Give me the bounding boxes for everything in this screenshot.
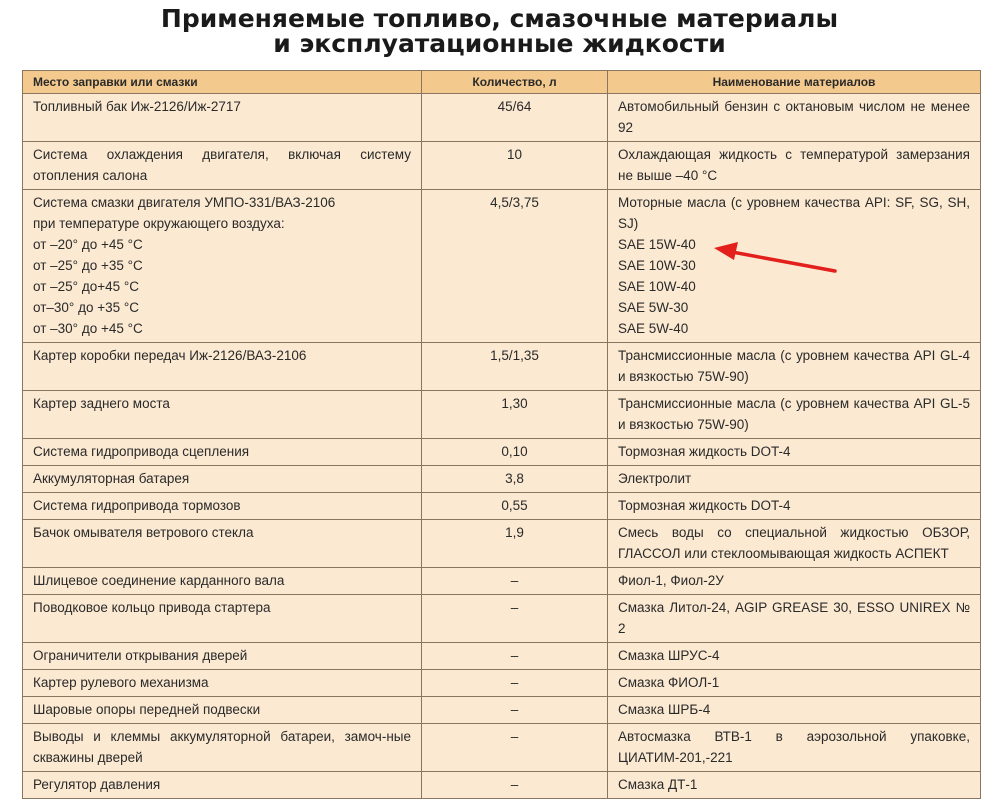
place-line: Система охлаждения двигателя, включая систему отопления салона (33, 147, 411, 183)
page-title-line-1: Применяемые топливо, смазочные материалы (160, 4, 839, 33)
place-line: Картер заднего моста (33, 396, 170, 411)
table-row (23, 439, 981, 466)
cell-material (608, 772, 981, 799)
cell-place (23, 520, 422, 568)
cell-material (608, 670, 981, 697)
cell-quantity: 0,55 (422, 493, 608, 520)
material-line: Смесь воды со специальной жидкостью ОБЗОР, ГЛАССОЛ или стеклоомывающая жидкость АСПЕКТ (618, 525, 970, 561)
material-line: Трансмиссионные масла (с уровнем качества API GL-5 и вязкостью 75W-90) (618, 396, 970, 432)
material-line: Охлаждающая жидкость с температурой замерзания не выше –40 °С (618, 147, 970, 183)
table-row (23, 391, 981, 439)
material-line: SAE 15W-40 (618, 237, 696, 252)
place-line: от–30° до +35 °С (33, 300, 140, 315)
table-row (23, 568, 981, 595)
place-line: Поводковое кольцо привода стартера (33, 600, 271, 615)
cell-place (23, 670, 422, 697)
place-line: Система гидропривода тормозов (33, 498, 241, 513)
cell-material (608, 643, 981, 670)
material-line: Смазка ШРУС-4 (618, 648, 720, 663)
cell-place (23, 772, 422, 799)
cell-place (23, 466, 422, 493)
cell-material (608, 520, 981, 568)
table-row (23, 142, 981, 190)
place-line: Картер рулевого механизма (33, 675, 209, 690)
header-place: Место заправки или смазки (23, 71, 422, 94)
cell-material (608, 439, 981, 466)
cell-place (23, 595, 422, 643)
material-line: Смазка ДТ-1 (618, 777, 698, 792)
material-line: SAE 10W-30 (618, 258, 696, 273)
cell-quantity: – (422, 670, 608, 697)
place-line: Шаровые опоры передней подвески (33, 702, 261, 717)
cell-place (23, 643, 422, 670)
table-header-row (23, 71, 981, 94)
cell-material (608, 493, 981, 520)
table-row (23, 697, 981, 724)
cell-quantity: 3,8 (422, 466, 608, 493)
fluids-table (22, 70, 981, 799)
page-title-line-2: и эксплуатационные жидкости (273, 29, 726, 58)
place-line: от –25° до +35 °С (33, 258, 143, 273)
cell-material (608, 94, 981, 142)
material-line: Моторные масла (с уровнем качества API: SF, SG, SH, SJ) (618, 195, 970, 231)
cell-place (23, 439, 422, 466)
table-row (23, 772, 981, 799)
material-line: Тормозная жидкость DOT-4 (618, 498, 791, 513)
place-line: Регулятор давления (33, 777, 161, 792)
cell-material (608, 466, 981, 493)
cell-material (608, 697, 981, 724)
cell-material (608, 568, 981, 595)
cell-place (23, 724, 422, 772)
material-line: Смазка Литол-24, AGIP GREASE 30, ESSO UNIREX № 2 (618, 600, 970, 636)
material-line: SAE 5W-30 (618, 300, 689, 315)
cell-quantity: 1,9 (422, 520, 608, 568)
material-line: Тормозная жидкость DOT-4 (618, 444, 791, 459)
place-line: Ограничители открывания дверей (33, 648, 248, 663)
material-line: Смазка ШРБ-4 (618, 702, 711, 717)
table-row (23, 466, 981, 493)
cell-quantity: – (422, 697, 608, 724)
place-line: Система гидропривода сцепления (33, 444, 250, 459)
material-line: SAE 10W-40 (618, 279, 696, 294)
cell-quantity: – (422, 643, 608, 670)
place-line: Шлицевое соединение карданного вала (33, 573, 285, 588)
cell-material (608, 343, 981, 391)
material-line: Автомобильный бензин с октановым числом не менее 92 (618, 99, 970, 135)
red-arrow-icon (700, 232, 850, 282)
cell-quantity: 10 (422, 142, 608, 190)
page-title (0, 6, 999, 56)
cell-place (23, 568, 422, 595)
cell-place (23, 697, 422, 724)
cell-quantity: – (422, 724, 608, 772)
place-line: Аккумуляторная батарея (33, 471, 190, 486)
cell-material (608, 724, 981, 772)
material-line: Электролит (618, 471, 692, 486)
cell-place (23, 94, 422, 142)
place-line: от –30° до +45 °С (33, 321, 143, 336)
table-row (23, 595, 981, 643)
table-row (23, 643, 981, 670)
cell-quantity: 1,5/1,35 (422, 343, 608, 391)
place-line: от –25° до+45 °С (33, 279, 140, 294)
cell-place (23, 391, 422, 439)
cell-quantity: 1,30 (422, 391, 608, 439)
material-line: Автосмазка ВТВ-1 в аэрозольной упаковке, ЦИАТИМ-201,-221 (618, 729, 970, 765)
place-line: Картер коробки передач Иж-2126/ВАЗ-2106 (33, 348, 307, 363)
material-line: Трансмиссионные масла (с уровнем качества API GL-4 и вязкостью 75W-90) (618, 348, 970, 384)
table-row (23, 670, 981, 697)
cell-material (608, 391, 981, 439)
table-row (23, 94, 981, 142)
material-line: Смазка ФИОЛ-1 (618, 675, 720, 690)
table-row (23, 343, 981, 391)
material-line: SAE 5W-40 (618, 321, 689, 336)
cell-material (608, 595, 981, 643)
material-line: Фиол-1, Фиол-2У (618, 573, 724, 588)
table-row (23, 520, 981, 568)
cell-quantity: 4,5/3,75 (422, 190, 608, 343)
cell-place (23, 190, 422, 343)
cell-material (608, 142, 981, 190)
header-quantity: Количество, л (422, 71, 608, 94)
cell-quantity: – (422, 772, 608, 799)
place-line: Выводы и клеммы аккумуляторной батареи, замоч-ные скважины дверей (33, 729, 411, 765)
place-line: от –20° до +45 °С (33, 237, 143, 252)
place-line: Система смазки двигателя УМПО-331/ВАЗ-2106 (33, 195, 336, 210)
place-line: Топливный бак Иж-2126/Иж-2717 (33, 99, 241, 114)
cell-quantity: 45/64 (422, 94, 608, 142)
cell-place (23, 142, 422, 190)
table-row (23, 724, 981, 772)
table-body (23, 94, 981, 799)
cell-place (23, 493, 422, 520)
cell-quantity: 0,10 (422, 439, 608, 466)
place-line: Бачок омывателя ветрового стекла (33, 525, 254, 540)
table-row (23, 493, 981, 520)
header-material: Наименование материалов (608, 71, 981, 94)
cell-place (23, 343, 422, 391)
place-line: при температуре окружающего воздуха: (33, 216, 285, 231)
cell-quantity: – (422, 568, 608, 595)
cell-quantity: – (422, 595, 608, 643)
